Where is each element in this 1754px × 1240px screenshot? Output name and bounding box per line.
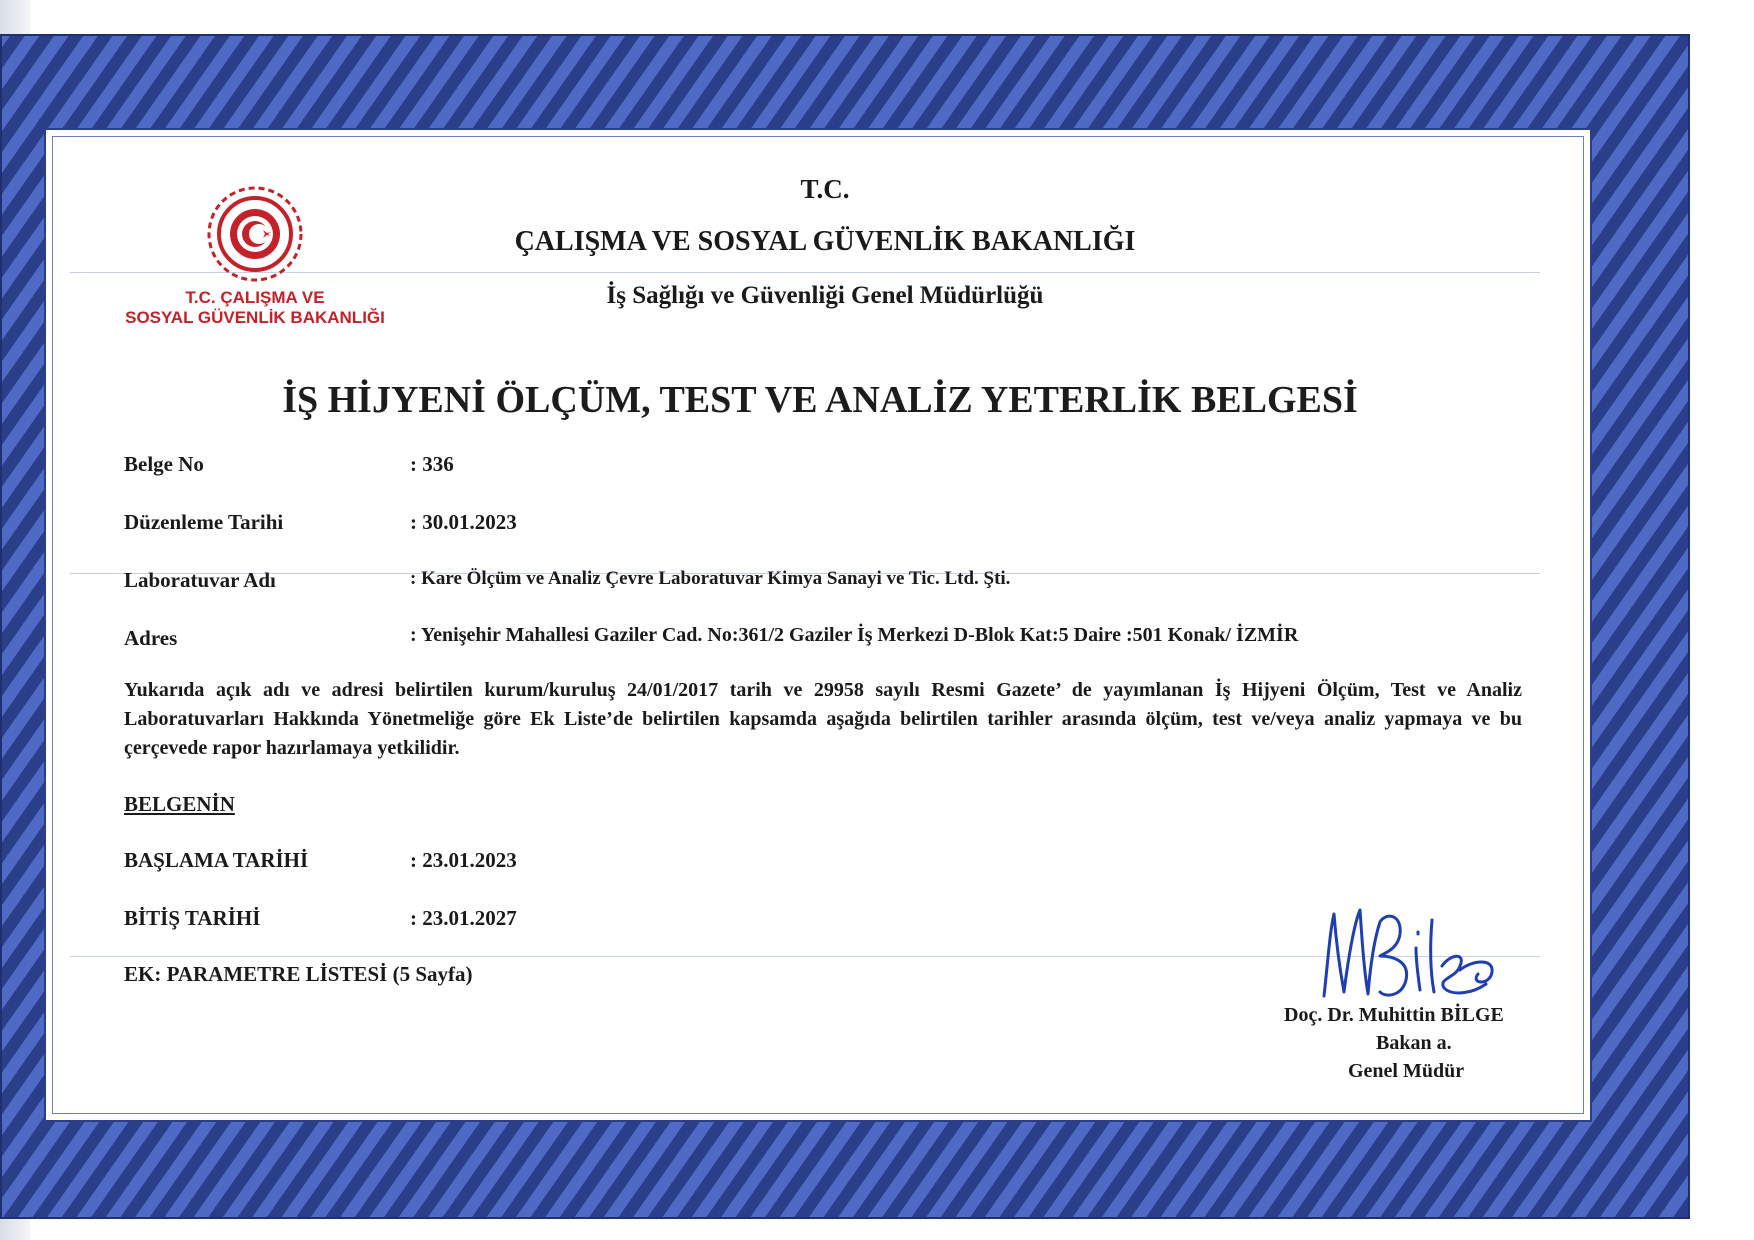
start-date-label: BAŞLAMA TARİHİ (124, 848, 309, 872)
logo-caption-line2: SOSYAL GÜVENLİK BAKANLIĞI (125, 308, 385, 327)
authorization-paragraph: Yukarıda açık adı ve adresi belirtilen kurum/kuruluş 24/01/2017 tarih ve 29958 sayılı Resmi Gazete’ de yayımlanan İş Hijyeni Ölçüm, Test ve Analiz Laboratuvarları Hakkında Yönetmeliğe göre Ek Liste’de belirtilen kapsamda aşağıda belirtilen tarihler arasında ölçüm, test ve/veya analiz yapmaya ve bu çerçevede rapor hazırlamaya yetkilidir. (124, 679, 1522, 759)
handwritten-signature (1310, 900, 1510, 1012)
header-ministry: ÇALIŞMA VE SOSYAL GÜVENLİK BAKANLIĞI (514, 226, 1136, 257)
logo-caption-line1: T.C. ÇALIŞMA VE (185, 288, 325, 307)
signatory-title-line2: Genel Müdür (1348, 1060, 1465, 1082)
header-tc: T.C. (800, 174, 850, 204)
header-directorate: İş Sağlığı ve Güvenliği Genel Müdürlüğü (606, 282, 1044, 309)
signatory-name: Doç. Dr. Muhittin BİLGE (1284, 1004, 1504, 1026)
signatory-title-line1: Bakan a. (1376, 1032, 1452, 1054)
attachment-note: EK: PARAMETRE LİSTESİ (5 Sayfa) (124, 962, 473, 986)
ministry-logo (100, 186, 410, 332)
field-label-adres: Adres (124, 626, 178, 650)
field-label-belge-no: Belge No (124, 452, 204, 476)
field-value-duzenleme-tarihi: : 30.01.2023 (410, 510, 517, 534)
field-value-adres: : Yenişehir Mahallesi Gaziler Cad. No:361/2 Gaziler İş Merkezi D-Blok Kat:5 Daire :501 Konak/ İZMİR (410, 624, 1299, 646)
validity-heading: BELGENİN (124, 792, 235, 816)
field-label-duzenleme-tarihi: Düzenleme Tarihi (124, 510, 284, 534)
field-value-belge-no: : 336 (410, 452, 454, 476)
end-date-label: BİTİŞ TARİHİ (124, 906, 261, 930)
certificate-title: İŞ HİJYENİ ÖLÇÜM, TEST VE ANALİZ YETERLİK BELGESİ (282, 379, 1358, 421)
ministry-emblem-icon (100, 186, 410, 282)
field-value-laboratuvar-adi: : Kare Ölçüm ve Analiz Çevre Laboratuvar Kimya Sanayi ve Tic. Ltd. Şti. (410, 568, 1011, 589)
end-date-value: : 23.01.2027 (410, 906, 517, 930)
field-label-laboratuvar-adi: Laboratuvar Adı (124, 568, 276, 592)
start-date-value: : 23.01.2023 (410, 848, 517, 872)
